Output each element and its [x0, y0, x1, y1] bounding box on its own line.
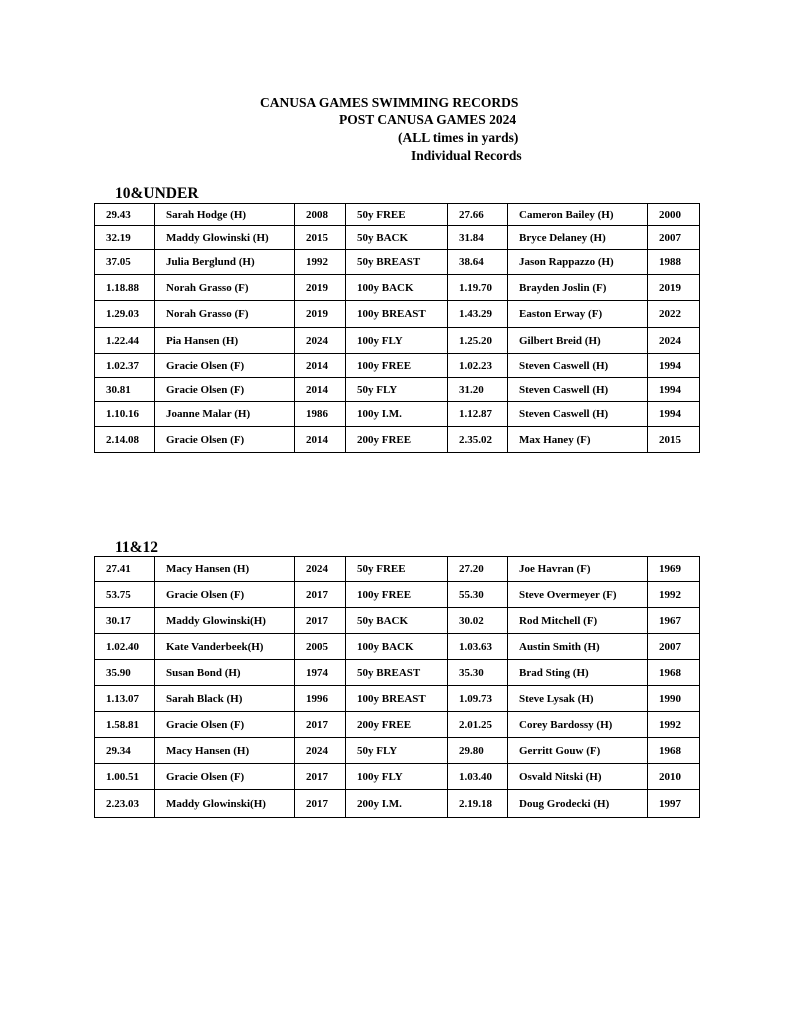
girls-name-cell: Sarah Hodge (H)	[155, 204, 295, 226]
girls-time-cell: 1.02.37	[95, 354, 155, 378]
table-row	[95, 557, 700, 582]
boys-name-cell: Corey Bardossy (H)	[508, 712, 648, 738]
boys-time-cell: 1.02.23	[448, 354, 508, 378]
girls-name-cell: Sarah Black (H)	[155, 686, 295, 712]
boys-name-cell: Brayden Joslin (F)	[508, 275, 648, 301]
girls-year-cell: 2014	[295, 378, 346, 402]
girls-time-cell: 30.81	[95, 378, 155, 402]
boys-year-cell: 2022	[648, 301, 700, 328]
boys-name-cell: Steve Lysak (H)	[508, 686, 648, 712]
table-row	[95, 764, 700, 790]
girls-name-cell: Julia Berglund (H)	[155, 250, 295, 275]
boys-time-cell: 29.80	[448, 738, 508, 764]
event-cell: 200y FREE	[346, 712, 448, 738]
table-row	[95, 354, 700, 378]
boys-year-cell: 1968	[648, 738, 700, 764]
boys-year-cell: 1994	[648, 402, 700, 427]
girls-name-cell: Maddy Glowinski(H)	[155, 790, 295, 818]
girls-time-cell: 1.18.88	[95, 275, 155, 301]
girls-name-cell: Joanne Malar (H)	[155, 402, 295, 427]
girls-name-cell: Maddy Glowinski (H)	[155, 226, 295, 250]
event-cell: 50y BREAST	[346, 660, 448, 686]
boys-time-cell: 31.20	[448, 378, 508, 402]
girls-year-cell: 2005	[295, 634, 346, 660]
table-row	[95, 634, 700, 660]
girls-year-cell: 2015	[295, 226, 346, 250]
girls-time-cell: 29.34	[95, 738, 155, 764]
boys-name-cell: Brad Sting (H)	[508, 660, 648, 686]
boys-name-cell: Steven Caswell (H)	[508, 402, 648, 427]
boys-time-cell: 27.20	[448, 557, 508, 582]
girls-name-cell: Macy Hansen (H)	[155, 557, 295, 582]
girls-year-cell: 2017	[295, 608, 346, 634]
table-row	[95, 378, 700, 402]
boys-time-cell: 2.35.02	[448, 427, 508, 453]
boys-name-cell: Steve Overmeyer (F)	[508, 582, 648, 608]
girls-time-cell: 1.22.44	[95, 328, 155, 354]
boys-name-cell: Steven Caswell (H)	[508, 354, 648, 378]
girls-name-cell: Norah Grasso (F)	[155, 275, 295, 301]
records-table-11-12	[94, 556, 700, 818]
table-row	[95, 427, 700, 453]
boys-name-cell: Doug Grodecki (H)	[508, 790, 648, 818]
event-cell: 50y FLY	[346, 738, 448, 764]
event-cell: 50y FLY	[346, 378, 448, 402]
boys-year-cell: 1967	[648, 608, 700, 634]
boys-year-cell: 1994	[648, 354, 700, 378]
boys-time-cell: 1.12.87	[448, 402, 508, 427]
boys-year-cell: 1994	[648, 378, 700, 402]
boys-time-cell: 1.03.40	[448, 764, 508, 790]
girls-year-cell: 2017	[295, 764, 346, 790]
girls-year-cell: 2017	[295, 582, 346, 608]
boys-year-cell: 2007	[648, 634, 700, 660]
section-title-10-under: 10&UNDER	[115, 185, 199, 202]
girls-year-cell: 2017	[295, 712, 346, 738]
table-row	[95, 582, 700, 608]
boys-time-cell: 1.43.29	[448, 301, 508, 328]
boys-name-cell: Cameron Bailey (H)	[508, 204, 648, 226]
boys-name-cell: Rod Mitchell (F)	[508, 608, 648, 634]
subtitle-units: (ALL times in yards)	[398, 130, 519, 145]
boys-name-cell: Jason Rappazzo (H)	[508, 250, 648, 275]
girls-name-cell: Gracie Olsen (F)	[155, 582, 295, 608]
girls-time-cell: 1.58.81	[95, 712, 155, 738]
girls-year-cell: 2024	[295, 738, 346, 764]
event-cell: 50y FREE	[346, 557, 448, 582]
girls-name-cell: Gracie Olsen (F)	[155, 378, 295, 402]
boys-year-cell: 2007	[648, 226, 700, 250]
girls-year-cell: 2014	[295, 427, 346, 453]
boys-name-cell: Gilbert Breid (H)	[508, 328, 648, 354]
girls-time-cell: 53.75	[95, 582, 155, 608]
boys-year-cell: 1988	[648, 250, 700, 275]
boys-time-cell: 35.30	[448, 660, 508, 686]
girls-year-cell: 2014	[295, 354, 346, 378]
girls-year-cell: 2017	[295, 790, 346, 818]
girls-name-cell: Norah Grasso (F)	[155, 301, 295, 328]
table-row	[95, 301, 700, 328]
boys-name-cell: Joe Havran (F)	[508, 557, 648, 582]
girls-year-cell: 2024	[295, 328, 346, 354]
boys-name-cell: Osvald Nitski (H)	[508, 764, 648, 790]
table-row	[95, 660, 700, 686]
girls-name-cell: Maddy Glowinski(H)	[155, 608, 295, 634]
boys-time-cell: 1.19.70	[448, 275, 508, 301]
page-title: CANUSA GAMES SWIMMING RECORDS	[260, 95, 519, 110]
table-row	[95, 608, 700, 634]
boys-name-cell: Steven Caswell (H)	[508, 378, 648, 402]
girls-time-cell: 1.00.51	[95, 764, 155, 790]
girls-name-cell: Macy Hansen (H)	[155, 738, 295, 764]
table-row	[95, 790, 700, 818]
event-cell: 100y FREE	[346, 354, 448, 378]
girls-year-cell: 1992	[295, 250, 346, 275]
boys-time-cell: 27.66	[448, 204, 508, 226]
girls-time-cell: 32.19	[95, 226, 155, 250]
girls-year-cell: 1986	[295, 402, 346, 427]
event-cell: 200y FREE	[346, 427, 448, 453]
boys-year-cell: 2000	[648, 204, 700, 226]
boys-year-cell: 1997	[648, 790, 700, 818]
boys-name-cell: Austin Smith (H)	[508, 634, 648, 660]
girls-name-cell: Gracie Olsen (F)	[155, 712, 295, 738]
boys-time-cell: 31.84	[448, 226, 508, 250]
event-cell: 100y FREE	[346, 582, 448, 608]
girls-time-cell: 2.14.08	[95, 427, 155, 453]
boys-name-cell: Max Haney (F)	[508, 427, 648, 453]
boys-time-cell: 38.64	[448, 250, 508, 275]
boys-year-cell: 2019	[648, 275, 700, 301]
boys-year-cell: 1969	[648, 557, 700, 582]
boys-year-cell: 2010	[648, 764, 700, 790]
subtitle-individual-records: Individual Records	[411, 148, 522, 163]
event-cell: 100y BREAST	[346, 686, 448, 712]
table-row	[95, 328, 700, 354]
girls-time-cell: 2.23.03	[95, 790, 155, 818]
boys-time-cell: 1.25.20	[448, 328, 508, 354]
records-table-10-under	[94, 203, 700, 453]
girls-time-cell: 30.17	[95, 608, 155, 634]
girls-year-cell: 2024	[295, 557, 346, 582]
girls-time-cell: 27.41	[95, 557, 155, 582]
boys-time-cell: 1.09.73	[448, 686, 508, 712]
event-cell: 50y BACK	[346, 226, 448, 250]
girls-name-cell: Pia Hansen (H)	[155, 328, 295, 354]
boys-year-cell: 1992	[648, 712, 700, 738]
boys-year-cell: 1992	[648, 582, 700, 608]
table-row	[95, 226, 700, 250]
event-cell: 100y BACK	[346, 275, 448, 301]
girls-time-cell: 1.10.16	[95, 402, 155, 427]
table-row	[95, 250, 700, 275]
event-cell: 50y BREAST	[346, 250, 448, 275]
girls-time-cell: 1.13.07	[95, 686, 155, 712]
table-row	[95, 402, 700, 427]
table-row	[95, 738, 700, 764]
girls-year-cell: 2019	[295, 275, 346, 301]
section-title-11-12: 11&12	[115, 539, 159, 556]
girls-year-cell: 1974	[295, 660, 346, 686]
girls-time-cell: 1.02.40	[95, 634, 155, 660]
girls-time-cell: 29.43	[95, 204, 155, 226]
table-row	[95, 204, 700, 226]
event-cell: 100y BACK	[346, 634, 448, 660]
boys-name-cell: Easton Erway (F)	[508, 301, 648, 328]
event-cell: 50y FREE	[346, 204, 448, 226]
boys-time-cell: 2.19.18	[448, 790, 508, 818]
boys-year-cell: 2024	[648, 328, 700, 354]
girls-time-cell: 1.29.03	[95, 301, 155, 328]
boys-time-cell: 1.03.63	[448, 634, 508, 660]
girls-year-cell: 1996	[295, 686, 346, 712]
event-cell: 100y BREAST	[346, 301, 448, 328]
subtitle-post-games: POST CANUSA GAMES 2024	[339, 112, 517, 127]
girls-time-cell: 37.05	[95, 250, 155, 275]
event-cell: 100y I.M.	[346, 402, 448, 427]
table-row	[95, 686, 700, 712]
boys-name-cell: Gerritt Gouw (F)	[508, 738, 648, 764]
event-cell: 200y I.M.	[346, 790, 448, 818]
girls-year-cell: 2019	[295, 301, 346, 328]
boys-time-cell: 30.02	[448, 608, 508, 634]
boys-year-cell: 1968	[648, 660, 700, 686]
table-row	[95, 275, 700, 301]
girls-name-cell: Gracie Olsen (F)	[155, 354, 295, 378]
boys-name-cell: Bryce Delaney (H)	[508, 226, 648, 250]
event-cell: 100y FLY	[346, 328, 448, 354]
boys-year-cell: 2015	[648, 427, 700, 453]
girls-name-cell: Gracie Olsen (F)	[155, 427, 295, 453]
girls-name-cell: Susan Bond (H)	[155, 660, 295, 686]
boys-time-cell: 55.30	[448, 582, 508, 608]
event-cell: 50y BACK	[346, 608, 448, 634]
girls-year-cell: 2008	[295, 204, 346, 226]
boys-year-cell: 1990	[648, 686, 700, 712]
girls-name-cell: Gracie Olsen (F)	[155, 764, 295, 790]
boys-time-cell: 2.01.25	[448, 712, 508, 738]
girls-time-cell: 35.90	[95, 660, 155, 686]
table-row	[95, 712, 700, 738]
girls-name-cell: Kate Vanderbeek(H)	[155, 634, 295, 660]
event-cell: 100y FLY	[346, 764, 448, 790]
